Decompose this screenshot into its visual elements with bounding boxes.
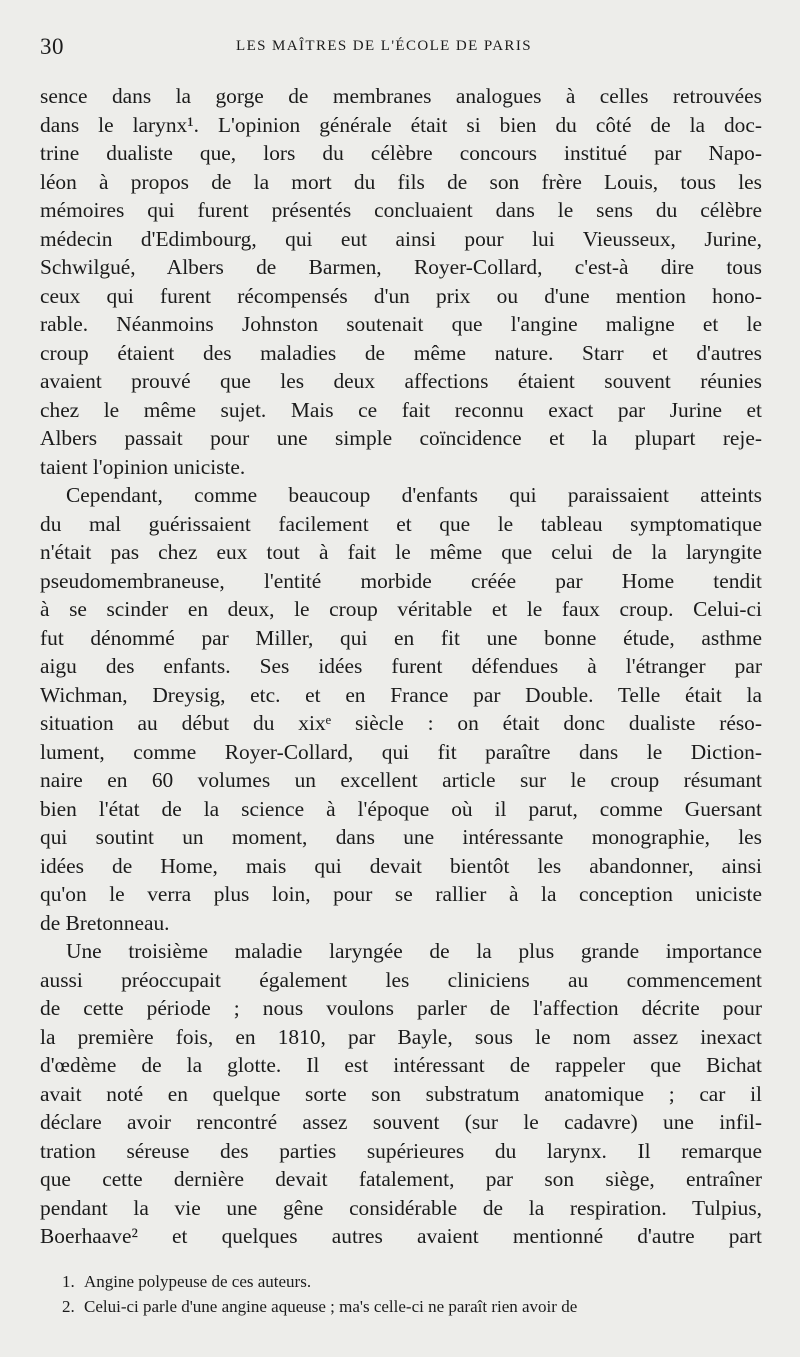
- footnote-text: Celui-ci parle d'une angine aqueuse ; ma's celle-ci ne paraît rien avoir de: [84, 1297, 578, 1316]
- text-line: n'était pas chez eux tout à fait le même que celui de la laryngite: [40, 540, 762, 564]
- footnotes: [62, 1269, 762, 1319]
- paragraph-1: [40, 82, 762, 481]
- paragraph-2: [40, 481, 762, 937]
- text-line: avaient prouvé que les deux affections étaient souvent réunies: [40, 369, 762, 393]
- footnote-number: 2.: [62, 1297, 75, 1316]
- text-line: rable. Néanmoins Johnston soutenait que l'angine maligne et le: [40, 312, 762, 336]
- text-line: pseudomembraneuse, l'entité morbide créée par Home tendit: [40, 568, 762, 593]
- text-line: de Bretonneau.: [40, 910, 170, 935]
- footnote: [62, 1269, 762, 1294]
- page-header: [40, 34, 762, 64]
- footnote: [62, 1294, 762, 1319]
- body-text: [40, 82, 762, 1251]
- text-line: que cette dernière devait fatalement, par son siège, entraîner: [40, 1167, 762, 1191]
- text-line: Schwilgué, Albers de Barmen, Royer-Collard, c'est-à dire tous: [40, 255, 762, 279]
- text-line: bien l'état de la science à l'époque où il parut, comme Guersant: [40, 796, 762, 821]
- text-line: Boerhaave² et quelques autres avaient mentionné d'autre part: [40, 1224, 762, 1248]
- text-line: la première fois, en 1810, par Bayle, sous le nom assez inexact: [40, 1024, 762, 1049]
- text-line: Cependant, comme beaucoup d'enfants qui paraissaient atteints: [66, 483, 762, 507]
- text-line: idées de Home, mais qui devait bientôt les abandonner, ainsi: [40, 853, 762, 878]
- text-line: médecin d'Edimbourg, qui eut ainsi pour lui Vieusseux, Jurine,: [40, 226, 762, 251]
- text-line: Wichman, Dreysig, etc. et en France par Double. Telle était la: [40, 682, 762, 707]
- footnote-number: 1.: [62, 1272, 75, 1291]
- text-line: croup étaient des maladies de même nature. Starr et d'autres: [40, 340, 762, 365]
- text-line: trine dualiste que, lors du célèbre concours institué par Napo-: [40, 141, 762, 165]
- text-line: déclare avoir rencontré assez souvent (sur le cadavre) une infil-: [40, 1110, 762, 1134]
- text-line: d'œdème de la glotte. Il est intéressant de rappeler que Bichat: [40, 1053, 762, 1077]
- running-head: LES MAÎTRES DE L'ÉCOLE DE PARIS: [236, 38, 532, 54]
- text-line: Une troisième maladie laryngée de la plus grande importance: [66, 939, 762, 963]
- text-line: situation au début du xixᵉ siècle : on était donc dualiste réso-: [40, 711, 762, 735]
- paragraph-3: [40, 937, 762, 1251]
- text-line: mémoires qui furent présentés concluaient dans le sens du célèbre: [40, 198, 762, 222]
- text-line: sence dans la gorge de membranes analogues à celles retrouvées: [40, 84, 762, 108]
- footnote-text: Angine polypeuse de ces auteurs.: [84, 1272, 312, 1291]
- text-line: naire en 60 volumes un excellent article sur le croup résumant: [40, 768, 762, 792]
- text-line: tration séreuse des parties supérieures du larynx. Il remarque: [40, 1138, 762, 1163]
- text-line: aussi préoccupait également les cliniciens au commencement: [40, 967, 762, 992]
- text-line: à se scinder en deux, le croup véritable et le faux croup. Celui-ci: [40, 597, 762, 621]
- text-line: léon à propos de la mort du fils de son frère Louis, tous les: [40, 169, 762, 194]
- text-line: ceux qui furent récompensés d'un prix ou d'une mention hono-: [40, 283, 762, 308]
- text-line: dans le larynx¹. L'opinion générale était si bien du côté de la doc-: [40, 112, 762, 137]
- text-line: du mal guérissaient facilement et que le tableau symptomatique: [40, 511, 762, 536]
- text-line: lument, comme Royer-Collard, qui fit paraître dans le Diction-: [40, 739, 762, 764]
- text-line: chez le même sujet. Mais ce fait reconnu exact par Jurine et: [40, 397, 762, 422]
- text-line: de cette période ; nous voulons parler de l'affection décrite pour: [40, 996, 762, 1020]
- text-line: qu'on le verra plus loin, pour se rallier à la conception uniciste: [40, 882, 762, 906]
- text-line: avait noté en quelque sorte son substratum anatomique ; car il: [40, 1081, 762, 1106]
- text-line: Albers passait pour une simple coïncidence et la plupart reje-: [40, 426, 762, 450]
- text-line: aigu des enfants. Ses idées furent défendues à l'étranger par: [40, 654, 762, 678]
- page-number: 30: [40, 34, 64, 59]
- text-line: pendant la vie une gêne considérable de la respiration. Tulpius,: [40, 1195, 762, 1220]
- text-line: qui soutint un moment, dans une intéressante monographie, les: [40, 825, 762, 849]
- text-line: taient l'opinion uniciste.: [40, 454, 246, 479]
- text-line: fut dénommé par Miller, qui en fit une bonne étude, asthme: [40, 625, 762, 650]
